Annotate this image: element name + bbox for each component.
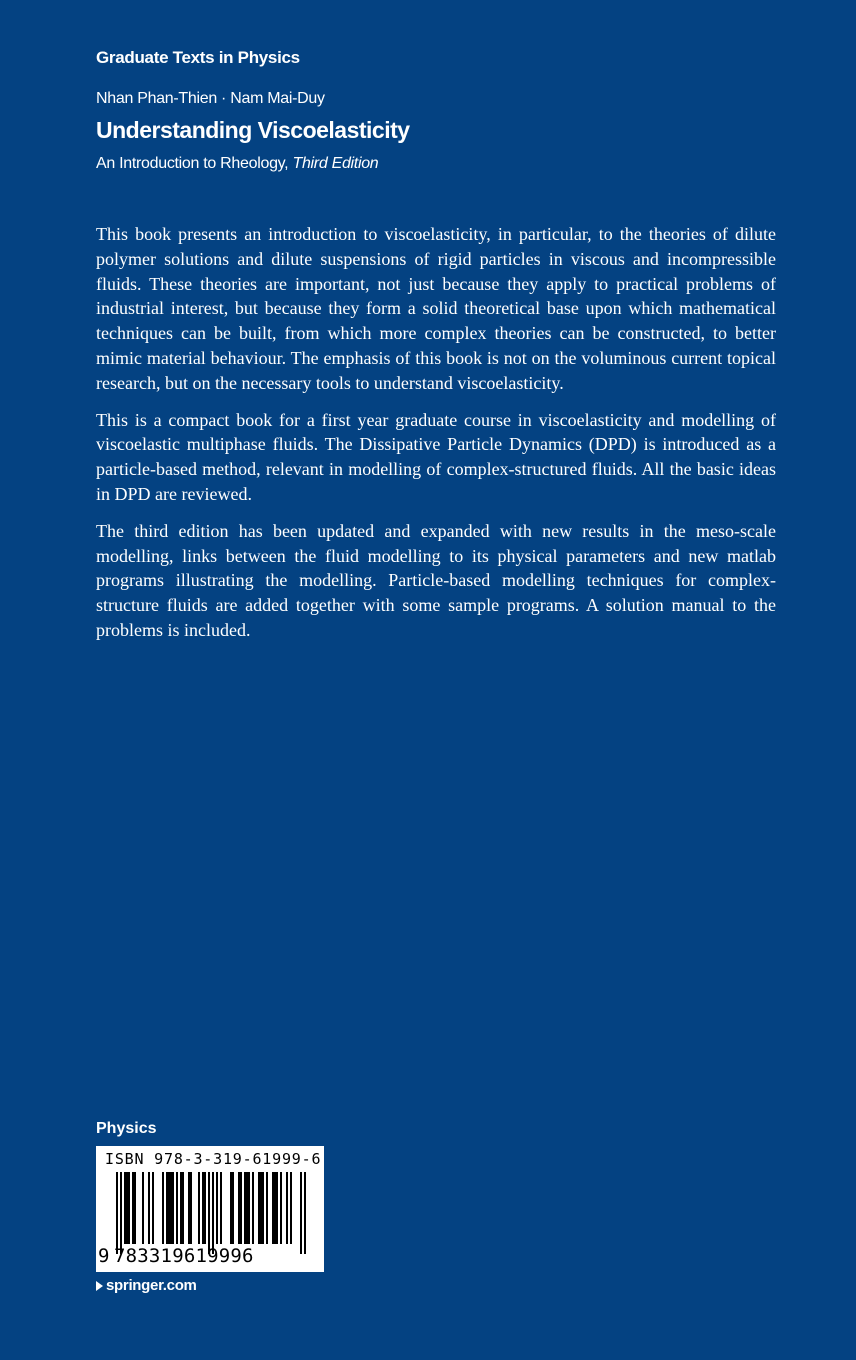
barcode-bar xyxy=(188,1172,190,1244)
barcode-bar xyxy=(180,1172,182,1244)
barcode-bar xyxy=(280,1172,282,1244)
barcode-bar xyxy=(232,1172,234,1244)
barcode-bar xyxy=(142,1172,144,1244)
barcode-bar xyxy=(126,1172,128,1244)
subtitle-text: An Introduction to Rheology, xyxy=(96,155,293,172)
series-title: Graduate Texts in Physics xyxy=(96,48,300,67)
barcode-bar xyxy=(262,1172,264,1244)
barcode-bar xyxy=(230,1172,232,1244)
barcode-bar xyxy=(216,1172,218,1244)
barcode-bar xyxy=(220,1172,222,1244)
blurb-paragraph-3: The third edition has been updated and expanded with new results in the meso-scale modelling, links between the fluid modelling to its physical parameters and new matlab programs illustrating the modelling. Particle-based modelling techniques for complex-structure fluids are added together with some sample programs. A solution manual to the problems is included. xyxy=(96,520,776,640)
barcode-bar xyxy=(128,1172,130,1244)
barcode-bar xyxy=(198,1172,200,1244)
barcode-bar xyxy=(290,1172,292,1244)
ean-digits xyxy=(98,1245,254,1267)
ean-digit-groups: 783319619996 xyxy=(114,1245,254,1267)
arrow-right-icon xyxy=(96,1281,103,1291)
barcode-bar xyxy=(276,1172,278,1244)
barcode-bar xyxy=(286,1172,288,1244)
barcode-bar xyxy=(266,1172,268,1244)
barcode-bar xyxy=(240,1172,242,1244)
barcode-bar xyxy=(162,1172,164,1244)
barcode-bar xyxy=(300,1172,302,1254)
barcode-bar xyxy=(252,1172,254,1244)
barcode-bar xyxy=(212,1172,214,1254)
isbn-barcode xyxy=(96,1146,324,1272)
barcode-bar xyxy=(208,1172,210,1254)
book-subtitle xyxy=(96,155,378,173)
book-title: Understanding Viscoelasticity xyxy=(96,117,410,143)
barcode-bar xyxy=(116,1172,118,1254)
barcode-bar xyxy=(246,1172,248,1244)
barcode-bar xyxy=(134,1172,136,1244)
blurb-paragraph-2: This is a compact book for a first year graduate course in viscoelasticity and modelling of viscoelastic multiphase fluids. The Dissipative Particle Dynamics (DPD) is introduced as a particle-based method, relevant in modelling of complex-structured fluids. All the basic ideas in DPD are reviewed. xyxy=(96,409,776,504)
barcode-bar xyxy=(166,1172,168,1244)
barcode-bar xyxy=(202,1172,204,1244)
blurb-paragraph-1: This book presents an introduction to viscoelasticity, in particular, to the theories of dilute polymer solutions and dilute suspensions of rigid particles in viscous and incompressible fluids. These theories are important, not just because they apply to practical problems of industrial interest, but because they form a solid theoretical base upon which mathematical techniques can be built, from which more complex theories can be constructed, to better mimic material behaviour. The emphasis of this book is not on the voluminous current topical research, but on the necessary tools to understand viscoelasticity. xyxy=(96,224,776,393)
barcode-bar xyxy=(258,1172,260,1244)
barcode-bar xyxy=(148,1172,150,1244)
barcode-bar xyxy=(274,1172,276,1244)
barcode-bar xyxy=(172,1172,174,1244)
authors: Nhan Phan-Thien · Nam Mai-Duy xyxy=(96,90,325,107)
barcode-bar xyxy=(124,1172,126,1244)
barcode-bar xyxy=(170,1172,172,1244)
barcode-bar xyxy=(260,1172,262,1244)
edition-text: Third Edition xyxy=(292,155,379,172)
ean-first-digit: 9 xyxy=(98,1245,110,1267)
publisher-website[interactable] xyxy=(96,1277,197,1294)
website-label: springer.com xyxy=(106,1277,197,1294)
subject-label: Physics xyxy=(96,1120,157,1137)
barcode-bar xyxy=(272,1172,274,1244)
barcode-bar xyxy=(204,1172,206,1244)
barcode-bar xyxy=(120,1172,122,1254)
barcode-bar xyxy=(132,1172,134,1244)
blurb xyxy=(96,222,776,655)
barcode-bar xyxy=(238,1172,240,1244)
barcode-bar xyxy=(304,1172,306,1254)
barcode-bar xyxy=(176,1172,178,1244)
barcode-bar xyxy=(168,1172,170,1244)
barcode-bar xyxy=(248,1172,250,1244)
barcode-bar xyxy=(244,1172,246,1244)
isbn-label: ISBN 978-3-319-61999-6 xyxy=(105,1150,322,1168)
barcode-bar xyxy=(182,1172,184,1244)
barcode-bar xyxy=(190,1172,192,1244)
barcode-bar xyxy=(152,1172,154,1244)
